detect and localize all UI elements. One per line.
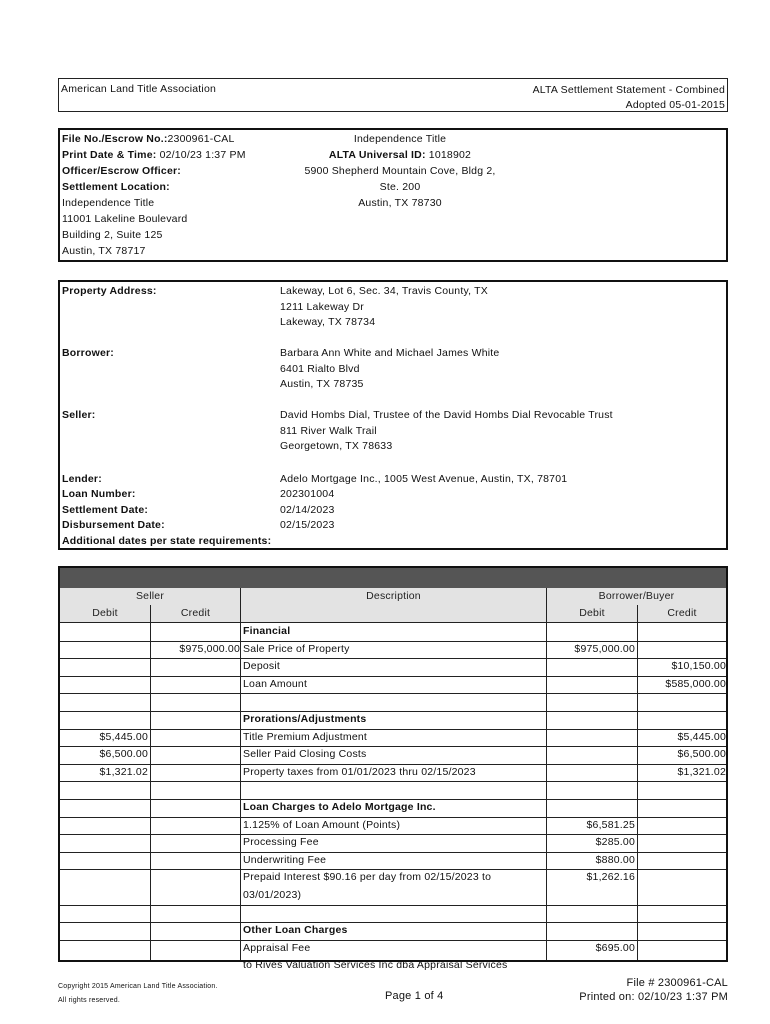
location-line: Building 2, Suite 125 [62,229,163,241]
printed-on: Printed on: 02/10/23 1:37 PM [579,991,728,1003]
buyer-debit-cell: $880.00 [595,853,635,866]
description-cell: Underwriting Fee [243,853,327,866]
description-cell: Sale Price of Property [243,642,350,655]
description-cell: 1.125% of Loan Amount (Points) [243,818,401,831]
alta-id-value: 1018902 [428,149,472,161]
rights-line: All rights reserved. [58,997,120,1004]
column-divider [150,605,151,960]
buyer-credit-cell: $5,445.00 [677,730,726,743]
company-address-line: 5900 Shepherd Mountain Cove, Bldg 2, [304,165,496,177]
seller-header: Seller [60,588,240,605]
seller-credit-header: Credit [151,605,240,622]
borrower-line: Austin, TX 78735 [280,378,364,390]
section-heading: Financial [243,625,291,637]
row-divider [60,676,726,677]
file-number-value: 2300961-CAL [167,133,235,145]
buyer-debit-header: Debit [547,605,637,622]
section-heading: Other Loan Charges [243,924,348,937]
seller-debit-cell: $5,445.00 [99,730,148,743]
seller-debit-cell: $1,321.02 [99,765,148,778]
description-cell: Processing Fee [243,836,319,849]
row-divider [60,834,726,835]
copyright-notice [58,980,218,1008]
alta-id-label: ALTA Universal ID: [328,149,426,161]
seller-label: Seller: [62,409,96,421]
borrower-line: Barbara Ann White and Michael James White [280,347,500,359]
row-divider [60,693,726,694]
seller-debit-header: Debit [60,605,150,622]
column-divider [240,588,241,960]
row-divider [60,764,726,765]
print-date-value: 02/10/23 1:37 PM [159,149,246,161]
buyer-debit-cell: $1,262.16 [586,871,635,884]
row-divider [60,869,726,870]
description-cell: Prepaid Interest $90.16 per day from 02/15/2023 to [243,871,492,884]
row-divider [60,711,726,712]
section-heading: Loan Charges to Adelo Mortgage Inc. [243,801,436,813]
adopted-date: Adopted 05-01-2015 [625,99,725,111]
description-continuation: 03/01/2023) [243,889,302,901]
location-line: Austin, TX 78717 [62,245,146,257]
column-divider [637,605,638,960]
table-title-bar [60,568,726,588]
description-cell: Deposit [243,660,281,673]
row-divider [60,905,726,906]
buyer-debit-cell: $975,000.00 [574,642,635,655]
description-cell: Appraisal Fee [243,941,311,954]
location-line: Independence Title [62,197,155,209]
seller-line: 811 River Walk Trail [280,425,377,437]
alta-id-line [280,149,520,161]
buyer-debit-cell: $695.00 [595,941,635,954]
row-divider [60,746,726,747]
property-address-line: Lakeway, TX 78734 [280,316,376,328]
column-divider [546,588,547,960]
borrower-line: 6401 Rialto Blvd [280,363,360,375]
row-divider [60,729,726,730]
page-number: Page 1 of 4 [385,990,444,1002]
buyer-credit-cell: $10,150.00 [671,660,726,673]
row-divider [60,922,726,923]
seller-line: David Hombs Dial, Trustee of the David Hombs Dial Revocable Trust [280,409,613,421]
file-number-label: File No./Escrow No.: [62,133,168,145]
buyer-credit-cell: $585,000.00 [665,677,726,690]
row-divider [60,781,726,782]
disbursement-date-value: 02/15/2023 [280,519,335,531]
lender-value: Adelo Mortgage Inc., 1005 West Avenue, Austin, TX, 78701 [280,473,568,485]
settlement-location-label: Settlement Location: [62,181,170,193]
additional-dates-label: Additional dates per state requirements: [62,535,272,547]
row-divider [60,658,726,659]
settlement-date-label: Settlement Date: [62,504,149,516]
officer-label: Officer/Escrow Officer: [62,165,181,177]
description-header: Description [241,588,546,622]
location-line: 11001 Lakeline Boulevard [62,213,188,225]
description-cell: Title Premium Adjustment [243,730,368,743]
file-number-line [62,133,235,145]
title-company-name: Independence Title [353,133,447,145]
lender-label: Lender: [62,473,102,485]
settlement-date-value: 02/14/2023 [280,504,335,516]
statement-title-block [533,83,725,113]
print-date-line [62,149,246,161]
print-date-label: Print Date & Time: [62,149,157,161]
description-cell: Property taxes from 01/01/2023 thru 02/15/2023 [243,765,476,778]
buyer-credit-cell: $6,500.00 [677,748,726,761]
loan-number-label: Loan Number: [62,488,136,500]
property-address-line: 1211 Lakeway Dr [280,301,364,313]
description-cell: Seller Paid Closing Costs [243,748,367,761]
description-cell: Loan Amount [243,677,308,690]
property-address-label: Property Address: [62,285,157,297]
buyer-credit-cell: $1,321.02 [677,765,726,778]
parties-box [58,280,728,550]
description-continuation: to Rives Valuation Services Inc dba Appraisal Services [243,959,508,972]
settlement-table [58,566,728,972]
borrower-label: Borrower: [62,347,114,359]
row-divider [60,817,726,818]
statement-title: ALTA Settlement Statement - Combined [532,84,725,96]
header-divider [60,622,726,623]
buyer-debit-cell: $6,581.25 [586,818,635,831]
buyer-debit-cell: $285.00 [595,836,635,849]
seller-credit-cell: $975,000.00 [179,642,240,655]
seller-debit-cell: $6,500.00 [99,748,148,761]
file-reference: File # 2300961-CAL [626,977,728,989]
association-name: American Land Title Association [61,83,217,95]
loan-number-value: 202301004 [280,488,335,500]
property-address-line: Lakeway, Lot 6, Sec. 34, Travis County, TX [280,285,488,297]
seller-line: Georgetown, TX 78633 [280,440,393,452]
form-header [58,78,728,112]
company-address-line: Austin, TX 78730 [358,197,442,209]
buyer-header: Borrower/Buyer [547,588,726,605]
disbursement-date-label: Disbursement Date: [62,519,165,531]
row-divider [60,641,726,642]
section-heading: Prorations/Adjustments [243,713,367,725]
print-info [520,976,728,1004]
row-divider [60,940,726,941]
row-divider [60,799,726,800]
file-info-box [58,128,728,262]
row-divider [60,852,726,853]
company-address-line: Ste. 200 [379,181,421,193]
copyright-line: Copyright 2015 American Land Title Association. [58,983,218,990]
buyer-credit-header: Credit [638,605,726,622]
